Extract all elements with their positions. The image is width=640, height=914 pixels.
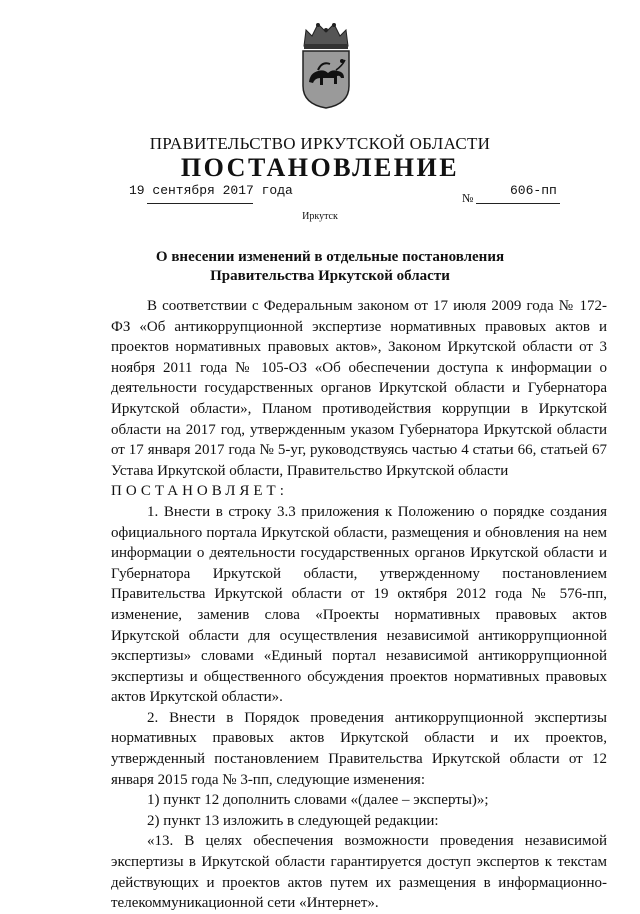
government-name: ПРАВИТЕЛЬСТВО ИРКУТСКОЙ ОБЛАСТИ <box>149 134 491 153</box>
item-2-quote: «13. В целях обеспечения возможности проведения независимой экспертизы в Иркутской области гарантируется доступ экспертов к текстам действующих и проектов актов путем их размещения в информационно-телекоммуникационной сети «Интернет». <box>111 833 607 912</box>
document-number: 606-пп <box>510 183 557 198</box>
document-subject: О внесении изменений в отдельные постановления Правительства Иркутской области <box>155 249 505 284</box>
item-2-paragraph: 2. Внести в Порядок проведения антикоррупционной экспертизы нормативных правовых актов Иркутской области и их проектов, утвержденный постановлением Правительства Иркутской области от 12 января 2015 года № 3-пп, следующие изменения: <box>111 709 607 788</box>
item-2-subitem-2: 2) пункт 13 изложить в следующей редакции: <box>147 812 439 829</box>
irkutsk-coat-of-arms-icon <box>298 18 354 110</box>
document-date: 19 сентября 2017 года <box>129 183 293 198</box>
preamble-paragraph: В соответствии с Федеральным законом от 17 июля 2009 года № 172-ФЗ «Об антикоррупционной экспертизе нормативных правовых актов и проектов нормативных правовых актов», Законом Иркутской области от 3 ноября 2011 года № 105-ОЗ «Об обеспечении доступа к информации о деятельности государственных органов Иркутской области и Губернатора Иркутской области», Планом противодействия коррупции в Иркутской области на 2017 год, утвержденным указом Губернатора Иркутской области от 17 января 2017 года № 5-уг, руководствуясь частью 4 статьи 66, статьей 67 Устава Иркутской области, Правительство Иркутской области <box>111 298 607 479</box>
document-title: ПОСТАНОВЛЕНИЕ <box>180 153 460 182</box>
number-underline <box>476 203 560 204</box>
item-1-paragraph: 1. Внести в строку 3.3 приложения к Положению о порядке создания официального портала Иркутской области, размещения и обновления на нем информации о деятельности государственных органов Иркутской области и Губернатора Иркутской области, утвержденному постановлением Правительства Иркутской области от 19 октября 2012 года № 576-пп, изменение, заменив слова «Проекты нормативных правовых актов Иркутской области для осуществления независимой антикоррупционной экспертизы» словами «Единый портал независимой антикоррупционной экспертизы и общественного обсуждения проектов нормативных правовых актов Иркутской области». <box>111 503 607 706</box>
document-body <box>111 296 607 914</box>
city-name: Иркутск <box>302 211 338 222</box>
number-sign: № <box>462 191 474 205</box>
resolves-heading: ПОСТАНОВЛЯЕТ: <box>111 483 288 500</box>
item-2-subitem-1: 1) пункт 12 дополнить словами «(далее – эксперты)»; <box>147 792 489 809</box>
date-underline <box>147 203 253 204</box>
